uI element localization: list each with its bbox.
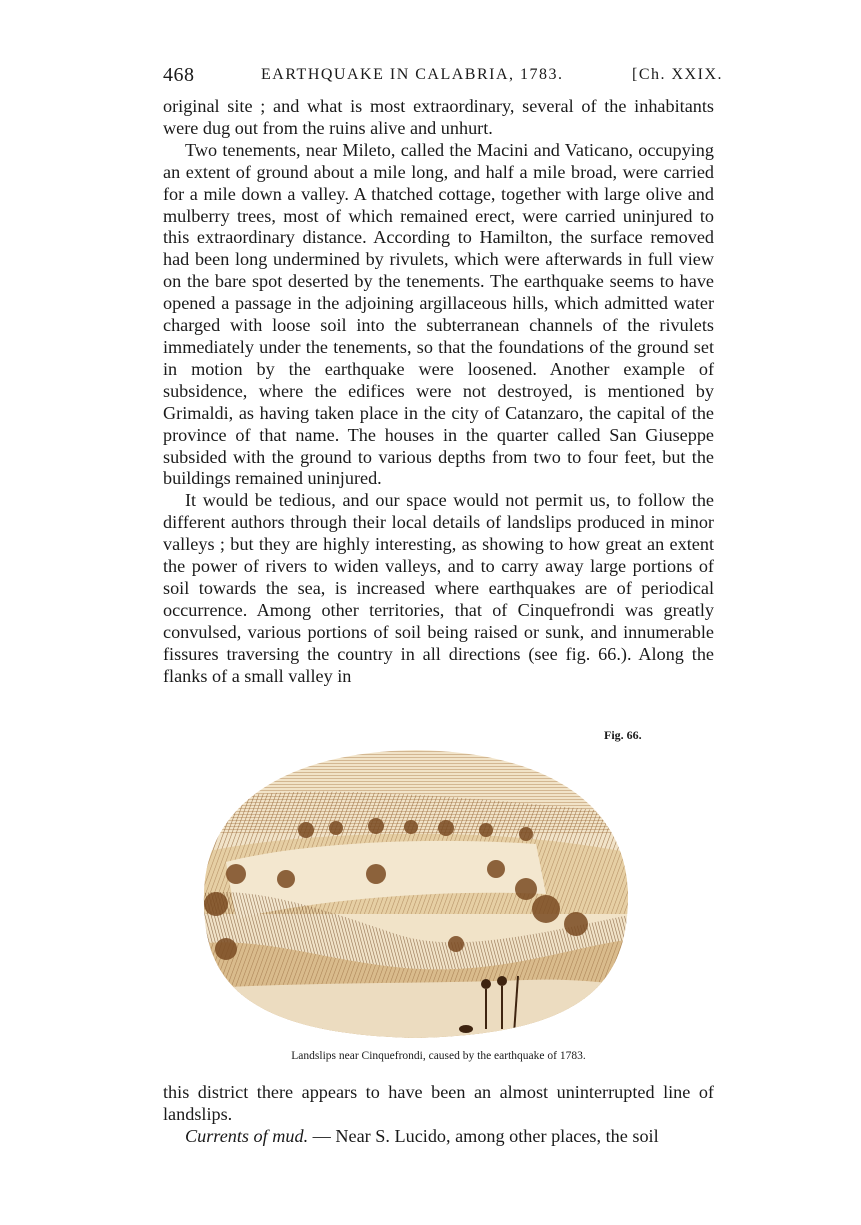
running-title: EARTHQUAKE IN CALABRIA, 1783. [261, 66, 564, 83]
main-text-block [163, 96, 714, 687]
page-number: 468 [163, 64, 195, 86]
paragraph: original site ; and what is most extraordinary, several of the inhabitants were dug out from the ruins alive and unhurt. [163, 96, 714, 138]
figure-caption: Landslips near Cinquefrondi, caused by the earthquake of 1783. [291, 1050, 586, 1062]
paragraph: this district there appears to have been an almost uninterrupted line of landslips. [163, 1082, 714, 1124]
running-header [163, 64, 723, 90]
paragraph: It would be tedious, and our space would not permit us, to follow the different authors through their local details of landslips produced in minor valleys ; but they are highly interesting, as showing to how great an extent the power of rivers to widen valleys, and to carry away large portions of soil towards the sea, is increased where earthquakes are of periodical occurrence. Among other territories, that of Cinquefrondi was greatly convulsed, various portions of soil being raised or sunk, and innumerable fissures traversing the country in all directions (see fig. 66.). Along the flanks of a small valley in [163, 490, 714, 686]
chapter-marker: [Ch. XXIX. [632, 66, 723, 83]
figure-label: Fig. 66. [604, 728, 642, 742]
paragraph: Two tenements, near Mileto, called the Macini and Vaticano, occupying an extent of ground about a mile long, and half a mile broad, were carried for a mile down a valley. A thatched cottage, together with large olive and mulberry trees, most of which remained erect, were carried uninjured to this extraordinary distance. According to Hamilton, the surface removed had been long undermined by rivulets, which were afterwards in full view on the bare spot deserted by the tenements. The earthquake seems to have opened a passage in the adjoining argillaceous hills, which admitted water charged with loose soil into the subterranean channels of the rivulets immediately under the tenements, so that the foundations of the ground set in motion by the earthquake were loosened. Another example of subsidence, where the edifices were not destroyed, is mentioned by Grimaldi, as having taken place in the city of Catanzaro, the capital of the province of that name. The houses in the quarter called San Giuseppe subsided with the ground to various depths from two to four feet, but the buildings remained uninjured. [163, 139, 714, 489]
landslip-engraving [196, 744, 634, 1042]
section-text: — Near S. Lucido, among other places, the soil [308, 1125, 659, 1146]
paragraph [163, 1126, 714, 1148]
continuation-text-block [163, 1082, 714, 1148]
section-heading: Currents of mud. [185, 1125, 309, 1146]
